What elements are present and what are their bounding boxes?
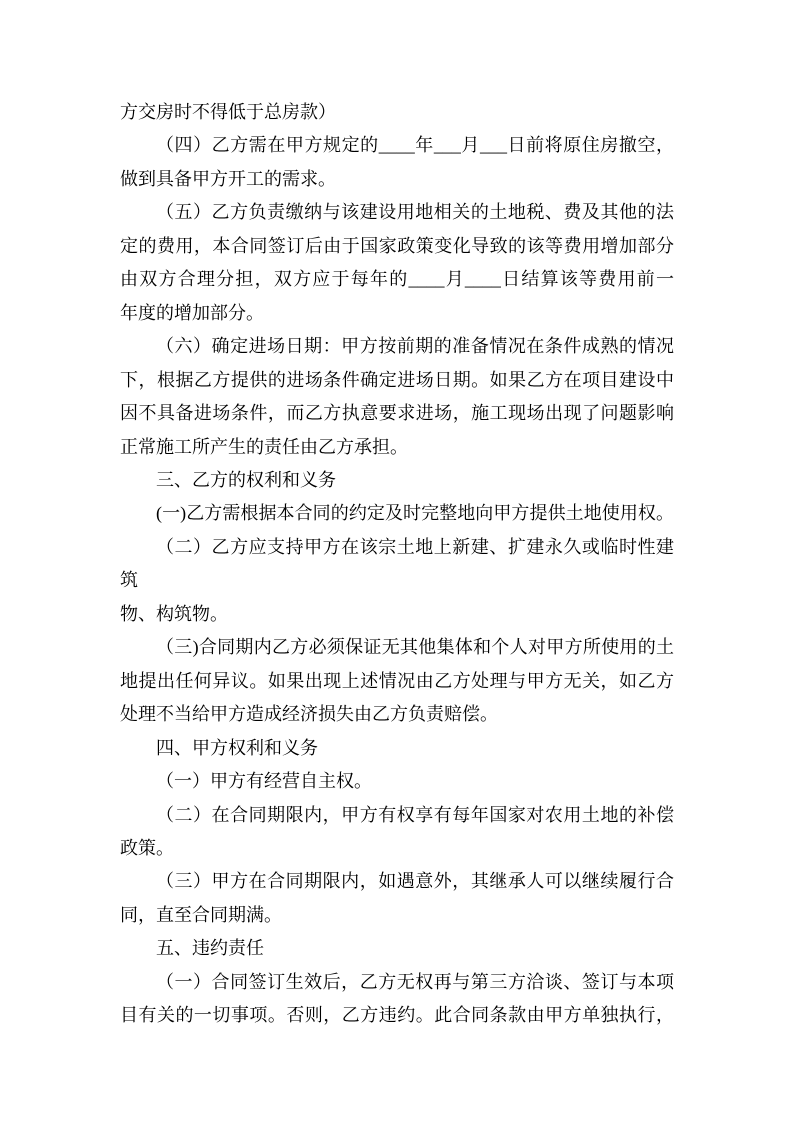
document-line: （三）甲方在合同期限内，如遇意外，其继承人可以继续履行合 xyxy=(156,871,674,892)
document-line: 年度的增加部分。 xyxy=(120,302,264,323)
document-line: 五、违约责任 xyxy=(156,938,264,959)
document-line: （二）在合同期限内，甲方有权享有每年国家对农用土地的补偿 xyxy=(156,804,674,825)
document-line: 政策。 xyxy=(120,837,174,858)
document-line: 处理不当给甲方造成经济损失由乙方负责赔偿。 xyxy=(120,704,498,725)
document-line: （五）乙方负责缴纳与该建设用地相关的土地税、费及其他的法 xyxy=(156,202,674,223)
document-line: （二）乙方应支持甲方在该宗土地上新建、扩建永久或临时性建筑 xyxy=(120,536,674,591)
document-line: 由双方合理分担，双方应于每年的____月____日结算该等费用前一 xyxy=(120,269,674,290)
document-line: （六）确定进场日期：甲方按前期的准备情况在条件成熟的情况 xyxy=(156,336,674,357)
document-line: 目有关的一切事项。否则，乙方违约。此合同条款由甲方单独执行， xyxy=(120,1005,674,1026)
document-line: 下，根据乙方提供的进场条件确定进场日期。如果乙方在项目建设中 xyxy=(120,369,674,390)
document-line: 同，直至合同期满。 xyxy=(120,904,282,925)
document-line: （一）合同签订生效后，乙方无权再与第三方洽谈、签订与本项 xyxy=(156,971,674,992)
document-line: 三、乙方的权利和义务 xyxy=(156,469,336,490)
document-line: 因不具备进场条件，而乙方执意要求进场，施工现场出现了问题影响 xyxy=(120,403,674,424)
document-line: 正常施工所产生的责任由乙方承担。 xyxy=(120,436,408,457)
document-line: 地提出任何异议。如果出现上述情况由乙方处理与甲方无关，如乙方 xyxy=(120,670,674,691)
document-line: 定的费用，本合同签订后由于国家政策变化导致的该等费用增加部分 xyxy=(120,235,674,256)
document-line: 方交房时不得低于总房款） xyxy=(120,102,336,122)
document-line: （一）甲方有经营自主权。 xyxy=(156,771,372,792)
document-line: (一)乙方需根据本合同的约定及时完整地向甲方提供土地使用权。 xyxy=(156,503,674,524)
document-line: 四、甲方权利和义务 xyxy=(156,737,318,758)
document-body xyxy=(120,96,674,1033)
document-line: （三)合同期内乙方必须保证无其他集体和个人对甲方所使用的土 xyxy=(156,637,674,658)
document-line: 做到具备甲方开工的需求。 xyxy=(120,168,336,189)
document-line: 物、构筑物。 xyxy=(120,603,228,624)
document-line: （四）乙方需在甲方规定的____年___月___日前将原住房撤空， xyxy=(156,135,674,156)
